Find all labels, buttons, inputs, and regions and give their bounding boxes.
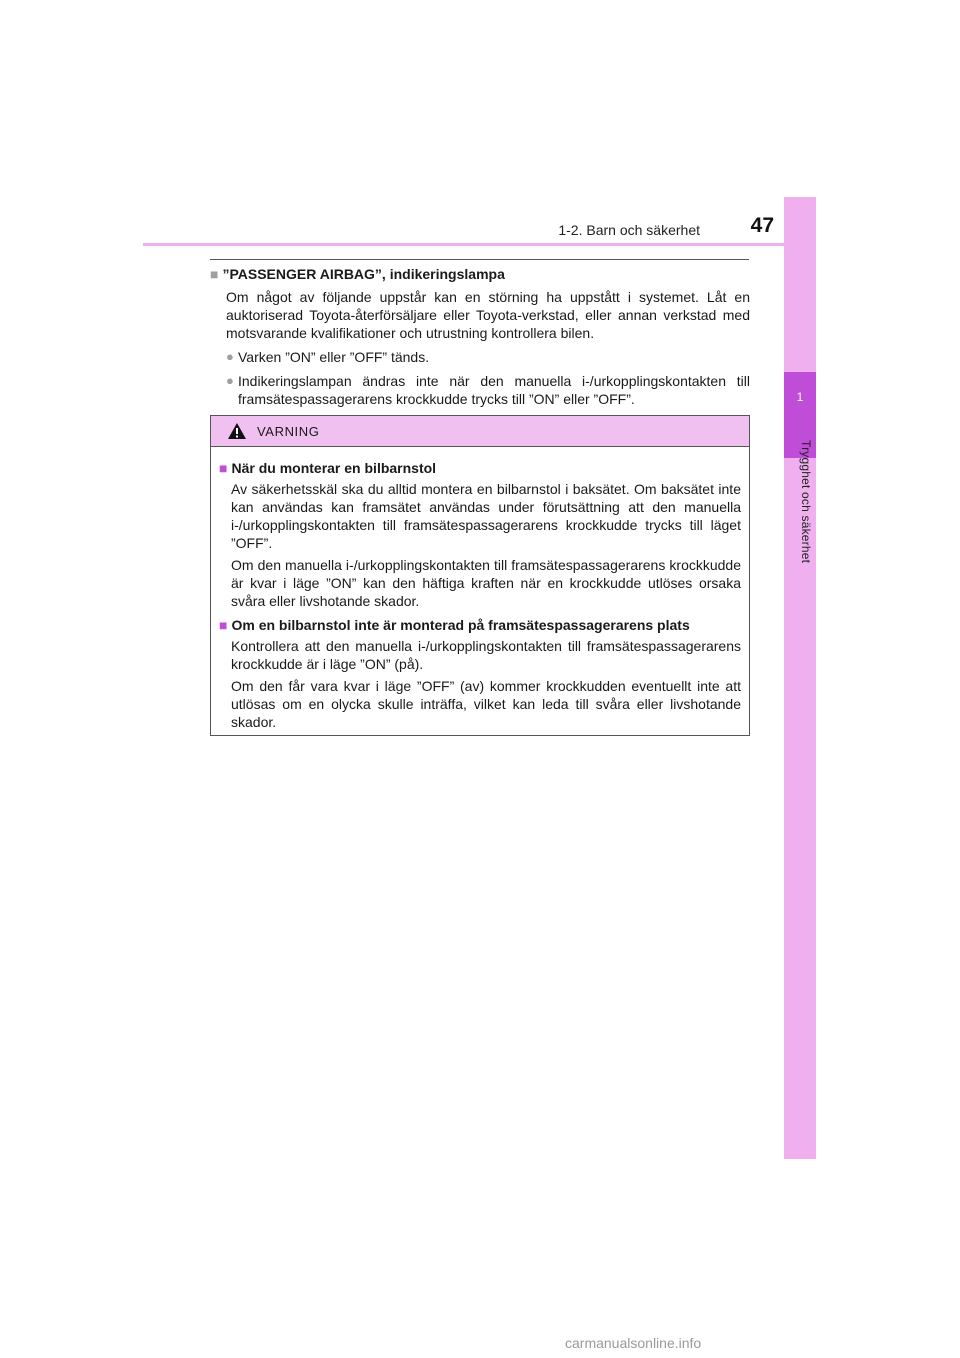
warning-paragraph: Om den manuella i-/urkopplingskontakten till framsätespassagerarens krockkudde är kvar i läge ”ON” kan den häftiga kraften när en krockkudde utlöses orsaka svåra eller livshotande skador. bbox=[231, 557, 741, 609]
circle-bullet-icon: ● bbox=[226, 373, 234, 388]
warning-paragraph: Av säkerhetsskäl ska du alltid montera en bilbarnstol i baksätet. Om baksätet inte kan användas kan framsätet användas under förutsättning att den manuella i-/urkopplingskontakten till framsätespassagerarens krockkudde trycks till läget ”OFF”. bbox=[231, 481, 741, 551]
watermark: carmanualsonline.info bbox=[565, 1335, 702, 1351]
warning-section-heading: ■ När du monterar en bilbarnstol bbox=[219, 460, 437, 476]
warning-triangle-icon bbox=[227, 422, 247, 440]
chapter-number: 1 bbox=[796, 390, 804, 404]
page-number: 47 bbox=[750, 214, 774, 237]
warning-title: VARNING bbox=[257, 423, 320, 439]
list-item: ● Varken ”ON” eller ”OFF” tänds. bbox=[226, 349, 430, 365]
square-bullet-icon: ■ bbox=[219, 617, 228, 633]
list-item: ● Indikeringslampan ändras inte när den manuella i-/urkopplingskontakten till framsätespassagerarens krockkudde trycks till ”ON” eller ”OFF”. bbox=[226, 373, 750, 407]
chapter-side-tab bbox=[784, 197, 816, 1159]
warning-body bbox=[211, 447, 749, 731]
header-section-title: 1-2. Barn och säkerhet bbox=[558, 222, 700, 238]
square-bullet-icon: ■ bbox=[219, 460, 228, 476]
content-rule bbox=[210, 259, 749, 260]
circle-bullet-icon: ● bbox=[226, 349, 234, 364]
header-rule bbox=[143, 243, 816, 246]
section-heading: ■ ”PASSENGER AIRBAG”, indikeringslampa bbox=[210, 266, 505, 282]
main-content bbox=[210, 265, 750, 414]
warning-section-heading: ■ Om en bilbarnstol inte är monterad på framsätespassagerarens plats bbox=[219, 617, 690, 633]
warning-paragraph: Kontrollera att den manuella i-/urkopplingskontakten till framsätespassagerarens krockkudde är i läge ”ON” (på). bbox=[231, 638, 741, 672]
warning-header bbox=[211, 416, 749, 447]
warning-paragraph: Om den får vara kvar i läge ”OFF” (av) kommer krockkudden eventuellt inte att utlösas om en olycka skulle inträffa, vilket kan leda till svåra eller livshotande skador. bbox=[231, 678, 741, 730]
section-intro: Om något av följande uppstår kan en störning ha uppstått i systemet. Låt en auktoriserad Toyota-återförsäljare eller Toyota-verkstad, eller annan verkstad med motsvarande kvalifikationer och utrustning kontrollera bilen. bbox=[226, 289, 750, 341]
warning-box bbox=[210, 415, 750, 736]
chapter-title: Trygghet och säkerhet bbox=[799, 440, 813, 564]
square-bullet-icon: ■ bbox=[210, 266, 219, 282]
